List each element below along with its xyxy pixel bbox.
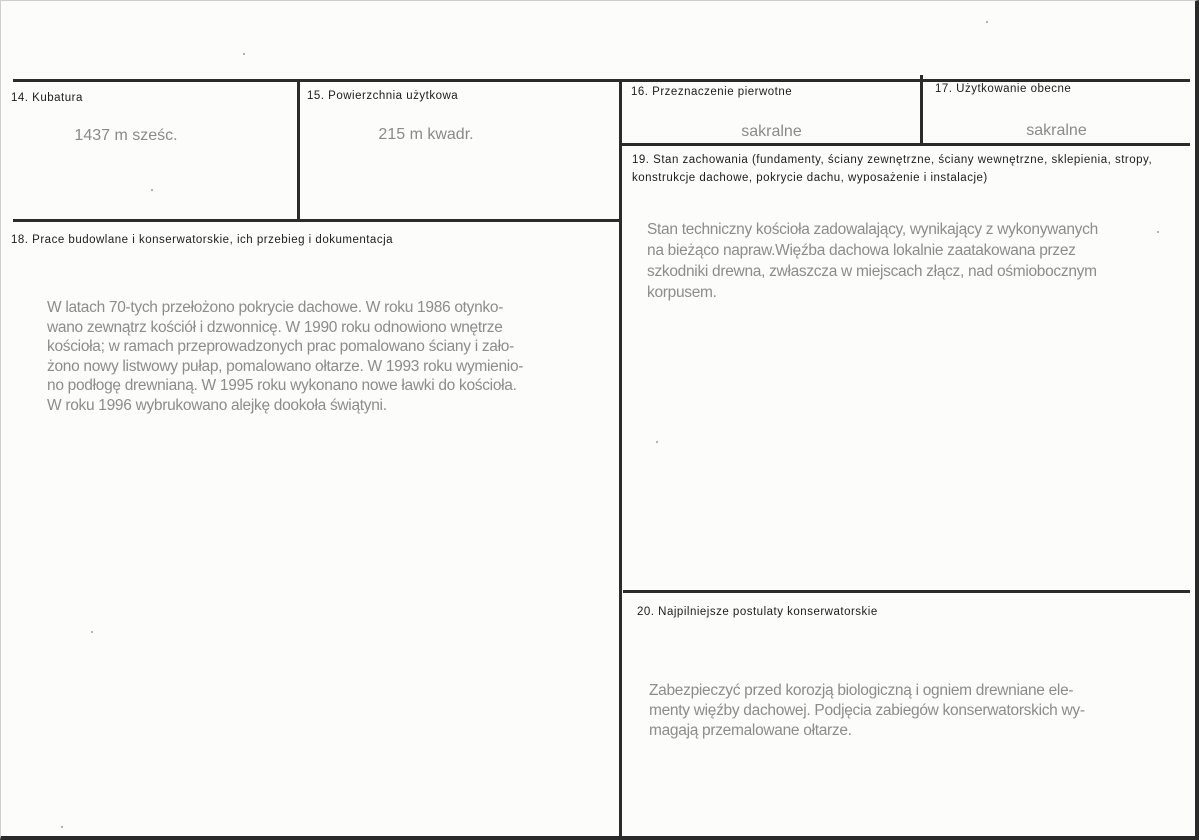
text-line: kościoła; w ramach przeprowadzonych prac pomalowano ściany i zało- (47, 338, 514, 355)
field-15-label: 15. Powierzchnia użytkowa (307, 90, 459, 102)
field-14-label: 14. Kubatura (11, 92, 83, 104)
field-17-label: 17. Użytkowanie obecne (935, 83, 1072, 95)
text-line: korpusem. (647, 284, 717, 301)
line-below-14-15 (13, 219, 620, 222)
line-below-16-17 (621, 143, 1190, 146)
scan-speck (151, 189, 153, 191)
field-14-value: 1437 m sześc. (74, 127, 178, 144)
field-17-value: sakralne (1026, 122, 1087, 139)
text-line: Stan techniczny kościoła zadowalający, wynikający z wykonywanych (647, 221, 1098, 238)
field-18-text (47, 298, 607, 415)
text-line: Zabezpieczyć przed korozją biologiczną i ogniem drewniane ele- (649, 682, 1074, 699)
text-line: na bieżąco napraw.Więźba dachowa lokalnie zaatakowana przez (647, 242, 1076, 259)
text-line: menty więźby dachowej. Podjęcia zabiegów konserwatorskich wy- (649, 702, 1085, 719)
field-19-label: 19. Stan zachowania (fundamenty, ściany zewnętrzne, ściany wewnętrzne, sklepienia, stropy, konstrukcje dachowe, pokrycie dachu, wyposażenie i instalacje) (632, 154, 1153, 184)
text-line: W latach 70-tych przełożono pokrycie dachowe. W roku 1986 otynko- (47, 299, 504, 316)
divider-14-15 (297, 79, 300, 222)
line-above-20 (623, 590, 1190, 593)
text-line: żono nowy listwowy pułap, pomalowano ołtarze. W 1993 roku wymienio- (47, 357, 524, 375)
scan-speck (656, 441, 658, 443)
text-line: magają przemalowane ołtarze. (649, 722, 852, 739)
field-19-text (647, 219, 1177, 303)
divider-15-left-column (619, 79, 622, 837)
field-20-text (649, 681, 1179, 741)
field-15-value: 215 m kwadr. (378, 126, 474, 143)
scan-speck (243, 53, 245, 55)
text-line: szkodniki drewna, zwłaszcza w miejscach złącz, nad ośmiobocznym (647, 263, 1097, 280)
field-16-label: 16. Przeznaczenie pierwotne (631, 86, 793, 98)
scan-speck (61, 826, 63, 828)
text-line: no podłogę drewnianą. W 1995 roku wykonano nowe ławki do kościoła. (47, 377, 517, 394)
text-line: W roku 1996 wybrukowano alejkę dookoła świątyni. (47, 396, 387, 414)
field-16-value: sakralne (741, 123, 802, 140)
scan-speck (986, 21, 988, 23)
scan-speck (1157, 231, 1159, 233)
scan-speck (91, 631, 93, 633)
text-line: wano zewnątrz kościół i dzwonnicę. W 1990 roku odnowiono wnętrze (47, 318, 503, 336)
field-18-label: 18. Prace budowlane i konserwatorskie, ich przebieg i dokumentacja (11, 234, 394, 246)
field-20-label: 20. Najpilniejsze postulaty konserwatorskie (637, 606, 878, 618)
